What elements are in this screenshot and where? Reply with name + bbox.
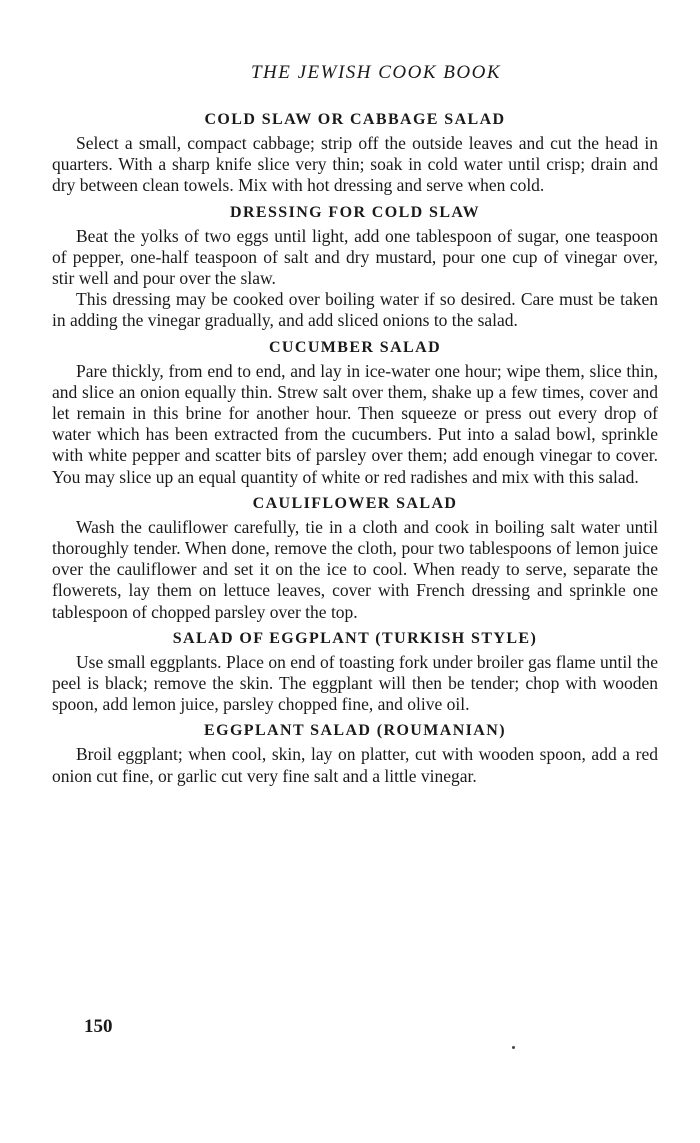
recipe-cucumber-salad [52,338,658,488]
recipe-title: COLD SLAW OR CABBAGE SALAD [204,111,506,128]
recipe-paragraph: Pare thickly, from end to end, and lay in ice-water one hour; wipe them, slice thin, and slice an onion equally thin. Strew salt over them, shake up a few times, cover and let remain in this brine for another hour. Then squeeze or press out every drop of water which has been extracted from the cucumbers. Put into a salad bowl, sprinkle with white pepper and scatter bits of parsley over them; add enough vinegar to cover. You may slice up an equal quantity of white or red radishes and mix with this salad. [52,360,658,487]
recipe-title: EGGPLANT SALAD (ROUMANIAN) [204,722,506,740]
recipe-paragraph: Beat the yolks of two eggs until light, add one tablespoon of sugar, one teaspoon of pepper, one-half teaspoon of salt and dry mustard, pour one cup of vinegar over, stir well and pour over the slaw. [52,225,658,289]
recipe-cold-slaw [52,110,658,197]
running-head: THE JEWISH COOK BOOK [250,62,502,83]
recipe-paragraph: Select a small, compact cabbage; strip off the outside leaves and cut the head in quarters. With a sharp knife slice very thin; soak in cold water until crisp; drain and dry between clean towels. Mix with hot dressing and serve when cold. [52,133,658,196]
recipe-cauliflower-salad [52,494,658,623]
recipe-title: CAULIFLOWER SALAD [252,494,458,512]
recipe-title: SALAD OF EGGPLANT (TURKISH STYLE) [172,629,538,647]
recipe-title: CUCUMBER SALAD [268,338,442,356]
recipe-dressing-cold-slaw [52,203,658,332]
book-page [52,62,658,793]
page-number: 150 [84,1016,113,1037]
recipe-title: DRESSING FOR COLD SLAW [230,203,480,221]
recipe-eggplant-turkish [52,629,658,716]
ink-speck [512,1046,515,1049]
recipe-paragraph: Use small eggplants. Place on end of toasting fork under broiler gas flame until the peel is black; remove the skin. The eggplant will then be tender; chop with wooden spoon, add lemon juice, parsley chopped fine, and olive oil. [52,651,658,715]
recipe-paragraph: Wash the cauliflower carefully, tie in a cloth and cook in boiling salt water until thoroughly tender. When done, remove the cloth, pour two tablespoons of lemon juice over the cauliflower and set it on the ice to cool. When ready to serve, separate the flowerets, lay them on lettuce leaves, cover with French dressing and sprinkle one tablespoon of chopped parsley over the top. [52,516,658,622]
recipe-paragraph: This dressing may be cooked over boiling water if so desired. Care must be taken in adding the vinegar gradually, and add sliced onions to the salad. [52,289,658,331]
recipe-eggplant-roumanian [52,721,658,786]
recipe-paragraph: Broil eggplant; when cool, skin, lay on platter, cut with wooden spoon, add a red onion cut fine, or garlic cut very fine salt and a little vinegar. [52,744,658,786]
